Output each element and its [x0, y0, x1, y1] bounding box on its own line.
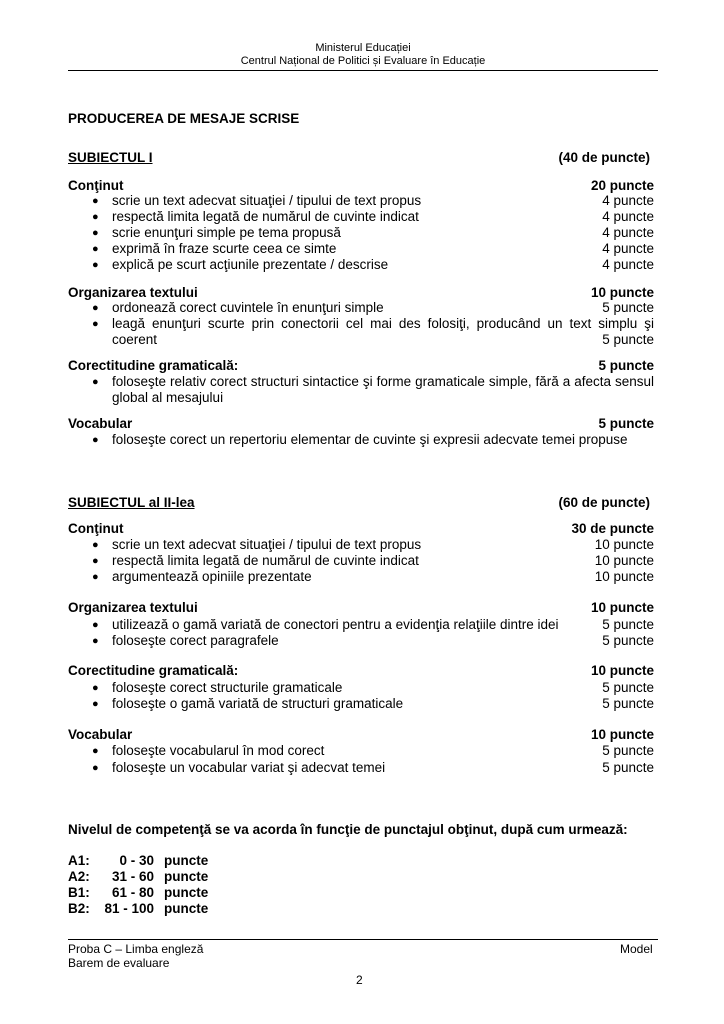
s2-continut-header — [68, 521, 654, 536]
bullet-icon: ● — [92, 619, 99, 631]
bullet-icon: ● — [92, 259, 99, 271]
document-page: Ministerul Educației Centrul Național de Politici și Evaluare în Educație PRODUCEREA DE MESAJE SCRISE SUBIECTUL I (40 de puncte) Conţinut 20 puncte ● scrie un text adecvat situaţiei / tipului de text propus 4 puncte ● respectă limita legată de numărul de cuvinte indicat 4 puncte ● scrie enunţuri simple pe tema propusă 4 puncte ● exprimă în fraze scurte ceea ce simte 4 puncte ● explică pe scurt acţiunile prezentate / descrise 4 puncte Organizarea textului 10 puncte ● ordonează corect cuvintele în enunţuri simple 5 puncte ● leagă enunţuri scurte prin conectorii cel mai des folosiţi, producând un text simplu şi coerent 5 puncte Corectitudine gramaticală: 5 puncte ● foloseşte relativ corect structuri sintactice şi forme gramaticale simple, fără a afecta sensul global al mesajului Vocabular 5 puncte ● foloseşte corect un repertoriu elementar de cuvinte şi expresii adecvate temei propuse SUBIECTUL al II-lea (60 de puncte) Conţinut 30 de puncte ● scrie un text adecvat situaţiei / tipului de text propus 10 puncte ● respectă limita legată de numărul de cuvinte indicat 10 puncte ● argumentează opiniile prezentate 10 puncte Organizarea textului 10 puncte ● utilizează o gamă variată de conectori pentru a evidenţia relaţiile dintre idei 5 puncte ● foloseşte corect paragrafele 5 puncte Corectitudine gramaticală: 10 puncte ● foloseşte corect structurile gramaticale 5 puncte ● foloseşte o gamă variată de structuri gramaticale 5 puncte Vocabular 10 puncte ● foloseşte vocabularul în mod corect 5 puncte ● foloseşte un vocabular variat şi adecvat temei 5 puncte Nivelul de competenţă se va acorda în funcţie de punctajul obţinut, după cum urmează: A1: 0 - 30 puncte A2: 31 - 60 puncte B1: 61 - 80 puncte B2: 81 - 100 puncte Proba C – Limba engleză Barem de evaluare Model 2 — [0, 0, 724, 1024]
s1-continut-header — [68, 178, 654, 193]
competence-level-heading: Nivelul de competenţă se va acorda în funcţie de punctajul obţinut, după cum urmează: — [68, 822, 628, 837]
header-center: Centrul Național de Politici și Evaluare în Educație — [240, 55, 486, 67]
bullet-icon: ● — [92, 635, 99, 647]
subject2-title: SUBIECTUL al II-lea — [68, 495, 195, 510]
s1-corectitudine-item: ● foloseşte relativ corect structuri sintactice şi forme gramaticale simple, fără a afecta sensul global al mesajului — [92, 374, 654, 405]
subject1-title: SUBIECTUL I — [68, 150, 153, 165]
s2-organizare-header — [68, 600, 654, 615]
bullet-icon: ● — [92, 318, 99, 330]
bullet-icon: ● — [92, 745, 99, 757]
s1-organizare-points: 10 puncte — [590, 285, 654, 300]
footer-exam-name: Proba C – Limba engleză — [68, 942, 204, 956]
s1-organizare-label: Organizarea textului — [68, 285, 198, 300]
bullet-icon: ● — [92, 434, 99, 446]
s2-continut-points: 30 de puncte — [571, 521, 654, 536]
s2-vocabular-header — [68, 727, 654, 742]
s2-organizare-label: Organizarea textului — [68, 600, 198, 615]
bullet-icon: ● — [92, 302, 99, 314]
footer-model: Model — [620, 942, 653, 956]
bullet-icon: ● — [92, 762, 99, 774]
s2-corectitudine-header — [68, 663, 654, 678]
footer-divider — [68, 939, 658, 940]
s1-corectitudine-points: 5 puncte — [598, 358, 654, 373]
bullet-icon: ● — [92, 211, 99, 223]
subject1-heading — [68, 150, 650, 165]
s2-organizare-points: 10 puncte — [590, 600, 654, 615]
bullet-icon: ● — [92, 227, 99, 239]
bullet-icon: ● — [92, 555, 99, 567]
subject2-points: (60 de puncte) — [558, 495, 650, 510]
bullet-icon: ● — [92, 195, 99, 207]
document-title: PRODUCEREA DE MESAJE SCRISE — [68, 111, 300, 126]
s1-continut-points: 20 puncte — [590, 178, 654, 193]
bullet-icon: ● — [92, 243, 99, 255]
s2-continut-label: Conţinut — [68, 521, 124, 536]
s1-organizare-header — [68, 285, 654, 300]
s1-vocabular-label: Vocabular — [68, 416, 133, 431]
bullet-icon: ● — [92, 571, 99, 583]
bullet-icon: ● — [92, 682, 99, 694]
bullet-icon: ● — [92, 698, 99, 710]
s2-corectitudine-label: Corectitudine gramaticală: — [68, 663, 239, 678]
s2-corectitudine-points: 10 puncte — [590, 663, 654, 678]
s1-continut-label: Conţinut — [68, 178, 124, 193]
bullet-icon: ● — [92, 539, 99, 551]
header-divider — [68, 70, 658, 71]
s1-vocabular-points: 5 puncte — [598, 416, 654, 431]
footer-doc-type: Barem de evaluare — [68, 956, 170, 970]
header-ministry: Ministerul Educației — [315, 42, 411, 54]
bullet-icon: ● — [92, 376, 99, 388]
s1-corectitudine-label: Corectitudine gramaticală: — [68, 358, 239, 373]
s2-vocabular-points: 10 puncte — [590, 727, 654, 742]
s1-corectitudine-header — [68, 358, 654, 373]
s1-vocabular-header — [68, 416, 654, 431]
subject2-heading — [68, 495, 650, 510]
subject1-points: (40 de puncte) — [558, 150, 650, 165]
s1-organizare-item: ● leagă enunţuri scurte prin conectorii cel mai des folosiţi, producând un text simplu şi coerent 5 puncte — [92, 316, 654, 347]
s2-vocabular-label: Vocabular — [68, 727, 133, 742]
page-number: 2 — [356, 973, 363, 987]
